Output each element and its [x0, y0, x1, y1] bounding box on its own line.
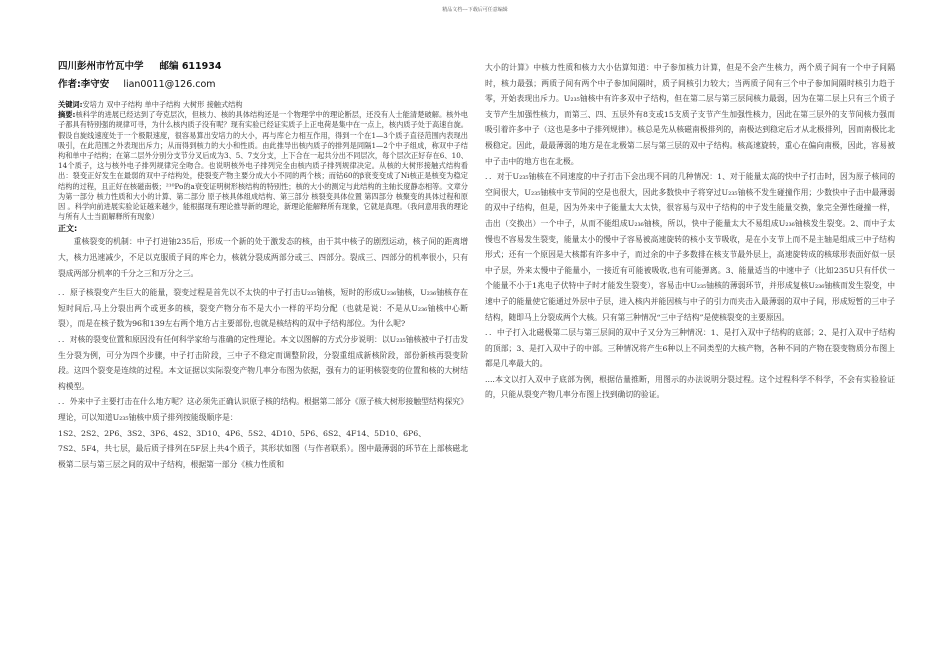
right-column	[485, 60, 895, 403]
left-paragraph-1: 重核裂变的机制：中子打进铀235后，形成一个新的处于激发态的核，由于其中核子的剧烈运动，核子间的距离增大，核力迅速减少，不足以克服质子间的库仑力，核就分裂成两部分或三、四部分。裂成三、四部分的机率很小，只有裂成两部分机率的千分之三和万分之三。	[58, 237, 468, 278]
keywords-text: 安培力 双中子结构 单中子结构 大树形 接触式结构	[82, 100, 243, 109]
left-paragraph-4: ．．外来中子主要打击在什么地方呢？这必须先正确认识原子核的结构。根据第二部分《原子核大树形接触型结构探究》理论，可以知道U₂₃₅铀核中质子排列按能级顺序是：	[58, 397, 468, 422]
keywords-label: 关键词:	[58, 100, 83, 109]
right-paragraph-3: ．．中子打入北磁极第二层与第三层间的双中子又分为三种情况：1、是打入双中子结构的底部；2、是打入双中子结构的顶部；3、是打入双中子的中部。三种情况将产生6种以上不同类型的大核产物，各种不同的产物在裂变物质分布图上都是几率最大的。	[485, 328, 895, 369]
left-paragraph-6: 7S2、5F4，共七层，最后质子排列在5F层上共4个质子，其形状如图（与作者联系）。图中最薄弱的环节在上部核磁北极第二层与第三层之间的双中子结构，根据第一部分《核力性质和	[58, 444, 468, 469]
body-heading: 正文:	[58, 224, 78, 234]
summary-block	[58, 100, 468, 222]
right-paragraph-2: ．．对于U₂₃₅铀核在不同速度的中子打击下会出现不同的几种情况：1、对于能量太高的快中子打击时，因为原子核同的空间很大，U₂₃₅铀核中支节间的空是也很大，因此多数快中子将穿过U₂₃₅铀核不发生碰撞作用；少数快中子击中最薄弱的双中子结构，但是，因为外来中子能量太大太快，很容易与双中子结构的中子发生能量交换，象完全弹性碰撞一样，击出（交换出）一个中子，从而不能组成U₂₃₆铀核，所以，快中子能量太大不易组成U₂₃₆铀核发生裂变。2、而中子太慢也不容易发生裂变，能量太小的慢中子容易被高速旋转的核小支节吸收，是在小支节上而不是主轴是组成三中子结构形式；还有一个原因是大核都有许多中子，而过余的中子多数排在核支节最外层上，高速旋转成的核球形表面好似一层中子层，外来太慢中子能量小，一接近有可能被吸收,也有可能弹离。3、能量适当的中速中子（比如235U只有仟伏一个能量不小于1兆电子伏特中子时才能发生裂变），容易击中U₂₃₅铀核的薄弱环节，并形成复核U₂₃₆铀核而发生裂变，中速中子的能量使它能通过外层中子层，进入核内并能因核与中子的引力而夹击入最薄弱的双中子间，形成短暂的三中子结构，随即马上分裂成两个大核。只有第三种情况“三中子结构”是使核裂变的主要原因。	[485, 172, 895, 322]
left-paragraph-2: ．．原子核裂变产生巨大的能量，裂变过程是首先以不太快的中子打击U₂₃₅铀核，短时的形成U₂₃₆铀核，U₂₃₆铀核存在短时间后,马上分裂出两个或更多的核，裂变产物分布不是大小一样的平均分配（也就是说：不是从U₂₃₆铀核中心断裂），而是在核子数为96和139左右两个地方占主要部份,也就是核结构的双中子结构部位。为什么呢?	[58, 288, 468, 329]
postcode: 邮编 611934	[159, 61, 222, 72]
school-name: 四川彭州市竹瓦中学	[58, 61, 144, 72]
abstract-label: 摘要:	[58, 110, 76, 120]
keywords-line	[58, 100, 468, 110]
author-line	[58, 78, 468, 92]
school-line	[58, 60, 468, 74]
author-email: lian0011@126.com	[123, 79, 216, 90]
author-label: 作者:李守安	[58, 79, 110, 90]
left-paragraph-3: ．．对核的裂变位置和原因没有任何科学家给与准确的定性理论。本文以图解的方式分步说明：以U₂₃₅铀核被中子打击发生分裂为例，可分为四个步骤，中子打击阶段，三中子不稳定而调整阶段，分裂重组成新核阶段，部份新核再裂变阶段。这四个裂变是连续的过程。本文证据以实际裂变产物几率分布图为依据，强有力的证明核裂变的位置和核的大树结构模型。	[58, 335, 468, 391]
right-body	[485, 60, 895, 403]
page-header: 精品文档---下载后可任意编辑	[442, 7, 508, 13]
right-paragraph-1: 大小的计算》中核力性质和核力大小估算知道：中子参加核力计算，但是不会产生核力，两个质子间有一个中子间隔时，核力最强；两质子间有两个中子参加间隔时，质子间核引力较大；当两质子间有三个中子参加间隔时核引力趋于零，开始表现出斥力。U₂₃₅铀核中有许多双中子结构，但在第二层与第三层间核力最弱，因为在第二层上只有三个质子支节产生加强性核力，而第三、四、五层外有8支或15支质子支节产生加强性核力，因此在第三层外的支节间核力强而吸引着许多中子（这也是多中子排列规律）。核总是先从核磁南极排列的，南极达到稳定后才从北极排列，因而南极比北极稳定。因此，最最薄弱的地方是在北极第二层与第三层的双中子结构。核高速旋转，重心在偏向南极，因此，容易被中子击中的地方也在北极。	[485, 63, 895, 166]
left-paragraph-5: 1S2、2S2、2P6、3S2、3P6、4S2、3D10、4P6、5S2、4D10、5P6、6S2、4F14、5D10、6P6、	[58, 428, 427, 438]
right-paragraph-4: ....本文以打入双中子底部为例，根据估量推断，用图示的办法说明分裂过程。这个过程科学不科学，不会有实验验证的，只能从裂变产物几率分布图上找到确切的验证。	[485, 374, 895, 400]
left-body	[58, 234, 468, 472]
abstract-paragraph	[58, 110, 468, 222]
left-column	[58, 60, 468, 472]
abstract-text: 核科学的进展已经达到了夸克层次，但核力、核的具体结构还是一个物理学中的理论断层，还没有人士能清楚破解。核外电子都具有特别强的规律可寻，为什么核内质子没有呢？现有实验已经证实质子上正电荷是集中在一点上，核内质子处于高速自旋。假设自旋线速度处于一个极限速度，很容易算出安培力的大小，再与库仑力相互作用，得到一个在1—3个质子直径范围内表现出吸引，在此范围之外表现出斥力；从而得到核力的大小和性质。由此推导出核内质子的排列是同隔1—2个中子组成，称双中子结构和单中子结构；在第二层外分别分支节分叉后成为3、5、7支分支，上下合在一起共分出不同层次，每个层次正好存在6、10、14个质子，这与核外电子排列规律完全吻合。也说明核外电子排列完全由核内质子排列规律决定。从核的大树形接触式结构看出：裂变正好发生在最弱的双中子结构处，使裂变产物主要分成大小不同的两个核；而钴60的β衰变变成了Ni核正是核变为稳定结构的过程，且正好在核磁南极；²¹⁰Po的a衰变证明树形核结构的特别性；核的大小的测定与此结构的主轴长度静态相等。文章分为第一部分 核力性质和大小的计算、第二部分 原子核具体组成结构、第三部分 核裂变具体位置 第四部分 核聚变的具体过程和原因 。科学向前进展实验论证越来越少，能根据现有理论推导新的理论，新理论能解释所有现象，它就是真理。（我问意用我的理论与所有人士当面解释所有现象）	[58, 110, 468, 222]
